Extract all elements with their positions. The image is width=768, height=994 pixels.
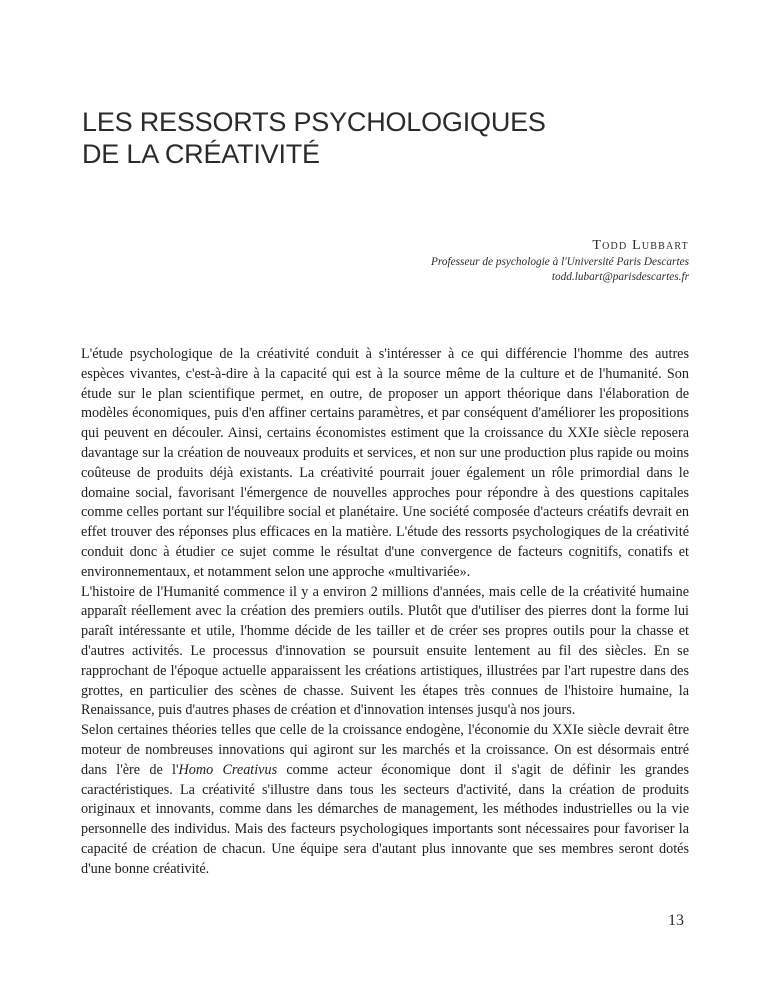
paragraph — [81, 721, 689, 879]
author-email: todd.lubart@parisdescartes.fr — [551, 271, 689, 283]
paragraph-text: Selon certaines théories telles que celle de la croissance endogène, l'économie du XXIe siècle devrait être moteur de nombreuses innovations qui agiront sur les marchés et la croissance. On est désormais entré dans l'ère de l' — [81, 722, 689, 778]
paragraph: L'étude psychologique de la créativité conduit à s'intéresser à ce qui différencie l'homme des autres espèces vivantes, c'est-à-dire à la capacité qui est à la source même de la culture et de l'humanité. Son étude sur le plan scientifique permet, en outre, de proposer un apport théorique dans l'élaboration de modèles économiques, puis d'en affiner certains paramètres, et par conséquent d'améliorer les propositions qui peuvent en découler. Ainsi, certains économistes estiment que la croissance du XXIe siècle reposera davantage sur la création de nouveaux produits et services, et non sur une production plus rapide ou moins coûteuse de produits déjà existants. La créativité pourrait jouer également un rôle primordial dans le domaine social, favorisant l'émergence de nouvelles approches pour répondre à des questions capitales comme celles portant sur l'équilibre social et planétaire. Une société composée d'acteurs créatifs devrait en effet trouver des réponses plus efficaces en la matière. L'étude des ressorts psychologiques de la créativité conduit donc à étudier ce sujet comme le résultat d'une convergence de facteurs cognitifs, conatifs et environnementaux, et notamment selon une approche «multivariée». — [81, 346, 689, 580]
paragraph: L'histoire de l'Humanité commence il y a environ 2 millions d'années, mais celle de la créativité humaine apparaît réellement avec la création des premiers outils. Plutôt que d'utiliser des pierres dont la forme lui paraît intéressante et utile, l'homme décide de les tailler et de créer ses propres outils pour la chasse et d'autres activités. Le processus d'innovation se poursuit ensuite lentement au fil des siècles. En se rapprochant de l'époque actuelle apparaissent les créations artistiques, illustrées par l'art rupestre dans des grottes, en particulier des scènes de chasse. Suivent les étapes très connues de l'histoire humaine, la Renaissance, puis d'autres phases de création et d'innovation intenses jusqu'à nos jours. — [81, 583, 689, 719]
author-name: Todd Lubbart — [592, 238, 689, 253]
author-role: Professeur de psychologie à l'Université Paris Descartes — [430, 256, 689, 268]
chapter-title-line1: LES RESSORTS PSYCHOLOGIQUES — [82, 107, 546, 137]
page-number: 13 — [668, 912, 684, 929]
italic-term: Homo Creativus — [178, 761, 278, 778]
chapter-title — [82, 106, 546, 170]
author-block — [431, 237, 689, 285]
chapter-title-line2: DE LA CRÉATIVITÉ — [82, 139, 320, 169]
body-text — [81, 345, 689, 880]
paragraph-text: comme acteur économique dont il s'agit de définir les grandes caractéristiques. La créativité s'illustre dans tous les secteurs d'activité, dans la création de produits originaux et innovants, comme dans les démarches de management, les méthodes industrielles ou la vie personnelle des individus. Mais des facteurs psychologiques importants sont nécessaires pour favoriser la capacité de création de chacun. Une équipe sera d'autant plus innovante que ses membres seront dotés d'une bonne créativité. — [81, 761, 690, 877]
